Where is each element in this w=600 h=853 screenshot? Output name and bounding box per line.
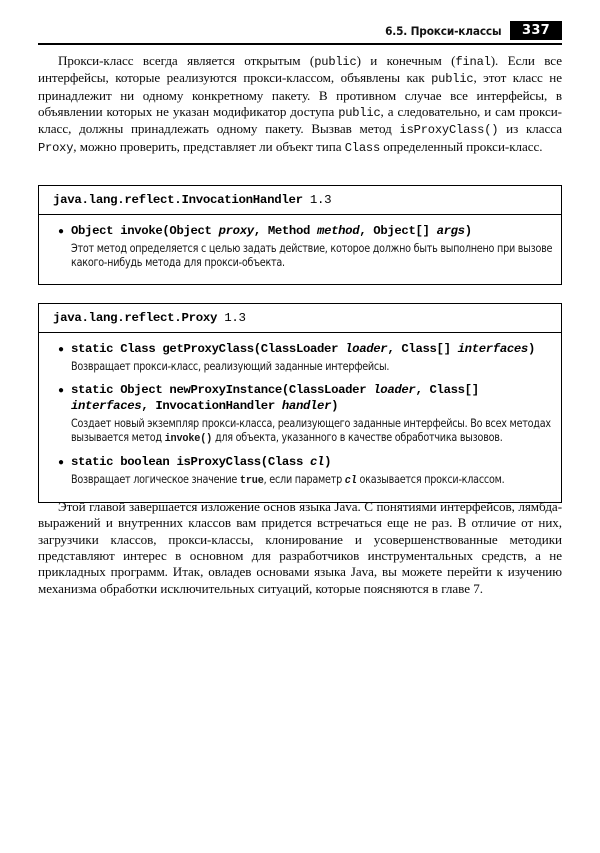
page-number-badge: 337	[510, 21, 562, 40]
bullet-icon: ●	[57, 226, 65, 237]
header-section-title: 6.5. Прокси-классы	[384, 23, 501, 38]
api-description: Создает новый экземпляр прокси-класса, реализующего заданные интерфейсы. Во всех методах вызывается метод invoke() для объекта, указанного в качестве обработчика вызовов.	[71, 416, 551, 445]
api-class-version: 1.3	[224, 311, 246, 325]
bullet-icon: ●	[57, 385, 65, 397]
api-signature: static boolean isProxyClass(Class cl)	[71, 455, 332, 470]
inline-code: public	[431, 72, 474, 87]
bullet-icon: ●	[57, 344, 65, 355]
inline-code: final	[455, 55, 491, 69]
api-box-invocationhandler	[38, 185, 562, 285]
intro-paragraph	[38, 53, 562, 156]
inline-code: public	[338, 106, 381, 121]
api-signature: Object invoke(Object proxy, Method method, Object[] args)	[71, 224, 472, 238]
api-entry	[51, 342, 549, 374]
api-entry	[51, 224, 553, 271]
api-box-body	[39, 215, 561, 284]
api-description: Этот метод определяется с целью задать действие, которое должно быть выполнено при вызове какого-нибудь метода для прокси-объекта.	[71, 242, 553, 270]
api-class-version: 1.3	[309, 193, 332, 207]
inline-code: public	[314, 55, 357, 69]
api-box-title	[39, 186, 561, 215]
outro-paragraph	[38, 499, 562, 597]
api-class-name: java.lang.reflect.InvocationHandler	[53, 193, 303, 207]
inline-code: Proxy	[38, 140, 74, 155]
intro-paragraph-text: Прокси-класс всегда является открытым (public) и конечным (final). Если все интерфейсы, которые реализуются прокси-классом, объявлены как public, этот класс не принадлежит ни одному конкретному пакету. В противном случае все интерфейсы, в объявлении которых не указан модификатор доступа public, а следовательно, и сам прокси-класс, должны принадлежать одному пакету. Вызвав метод isProxyClass() из класса Proxy, можно проверить, представляет ли объект типа Class определенный прокси-класс.	[38, 53, 562, 155]
api-entry	[51, 383, 549, 446]
api-box-proxy	[38, 303, 562, 503]
bullet-icon: ●	[57, 457, 65, 469]
api-box-body	[39, 333, 561, 502]
api-class-name: java.lang.reflect.Proxy	[53, 311, 218, 325]
api-signature: static Object newProxyInstance(ClassLoader loader, Class[] interfaces, InvocationHandler handler)	[71, 383, 479, 413]
api-entry	[51, 455, 549, 488]
header-rule	[38, 43, 562, 45]
inline-code: Class	[344, 140, 381, 155]
page-header	[38, 20, 562, 42]
api-box-title	[39, 304, 561, 333]
inline-code: isProxyClass()	[399, 123, 499, 138]
outro-paragraph-text: Этой главой завершается изложение основ языка Java. С понятиями интерфейсов, лямбда-выражений и внутренних классов вам придется встречаться еще не раз. В отличие от них, загрузчики классов, прокси-классы, клонирование и усовершенствованные методики представляют интерес в основном для разработчиков инструментальных средств, а не прикладных программ. Итак, овладев основами языка Java, вы можете перейти к изучению механизма обработки исключительных ситуаций, которые поясняются в главе 7.	[38, 499, 563, 596]
api-description: Возвращает логическое значение true, если параметр cl оказывается прокси-классом.	[71, 473, 505, 488]
api-description: Возвращает прокси-класс, реализующий заданные интерфейсы.	[71, 360, 390, 373]
api-signature: static Class getProxyClass(ClassLoader loader, Class[] interfaces)	[71, 342, 535, 356]
